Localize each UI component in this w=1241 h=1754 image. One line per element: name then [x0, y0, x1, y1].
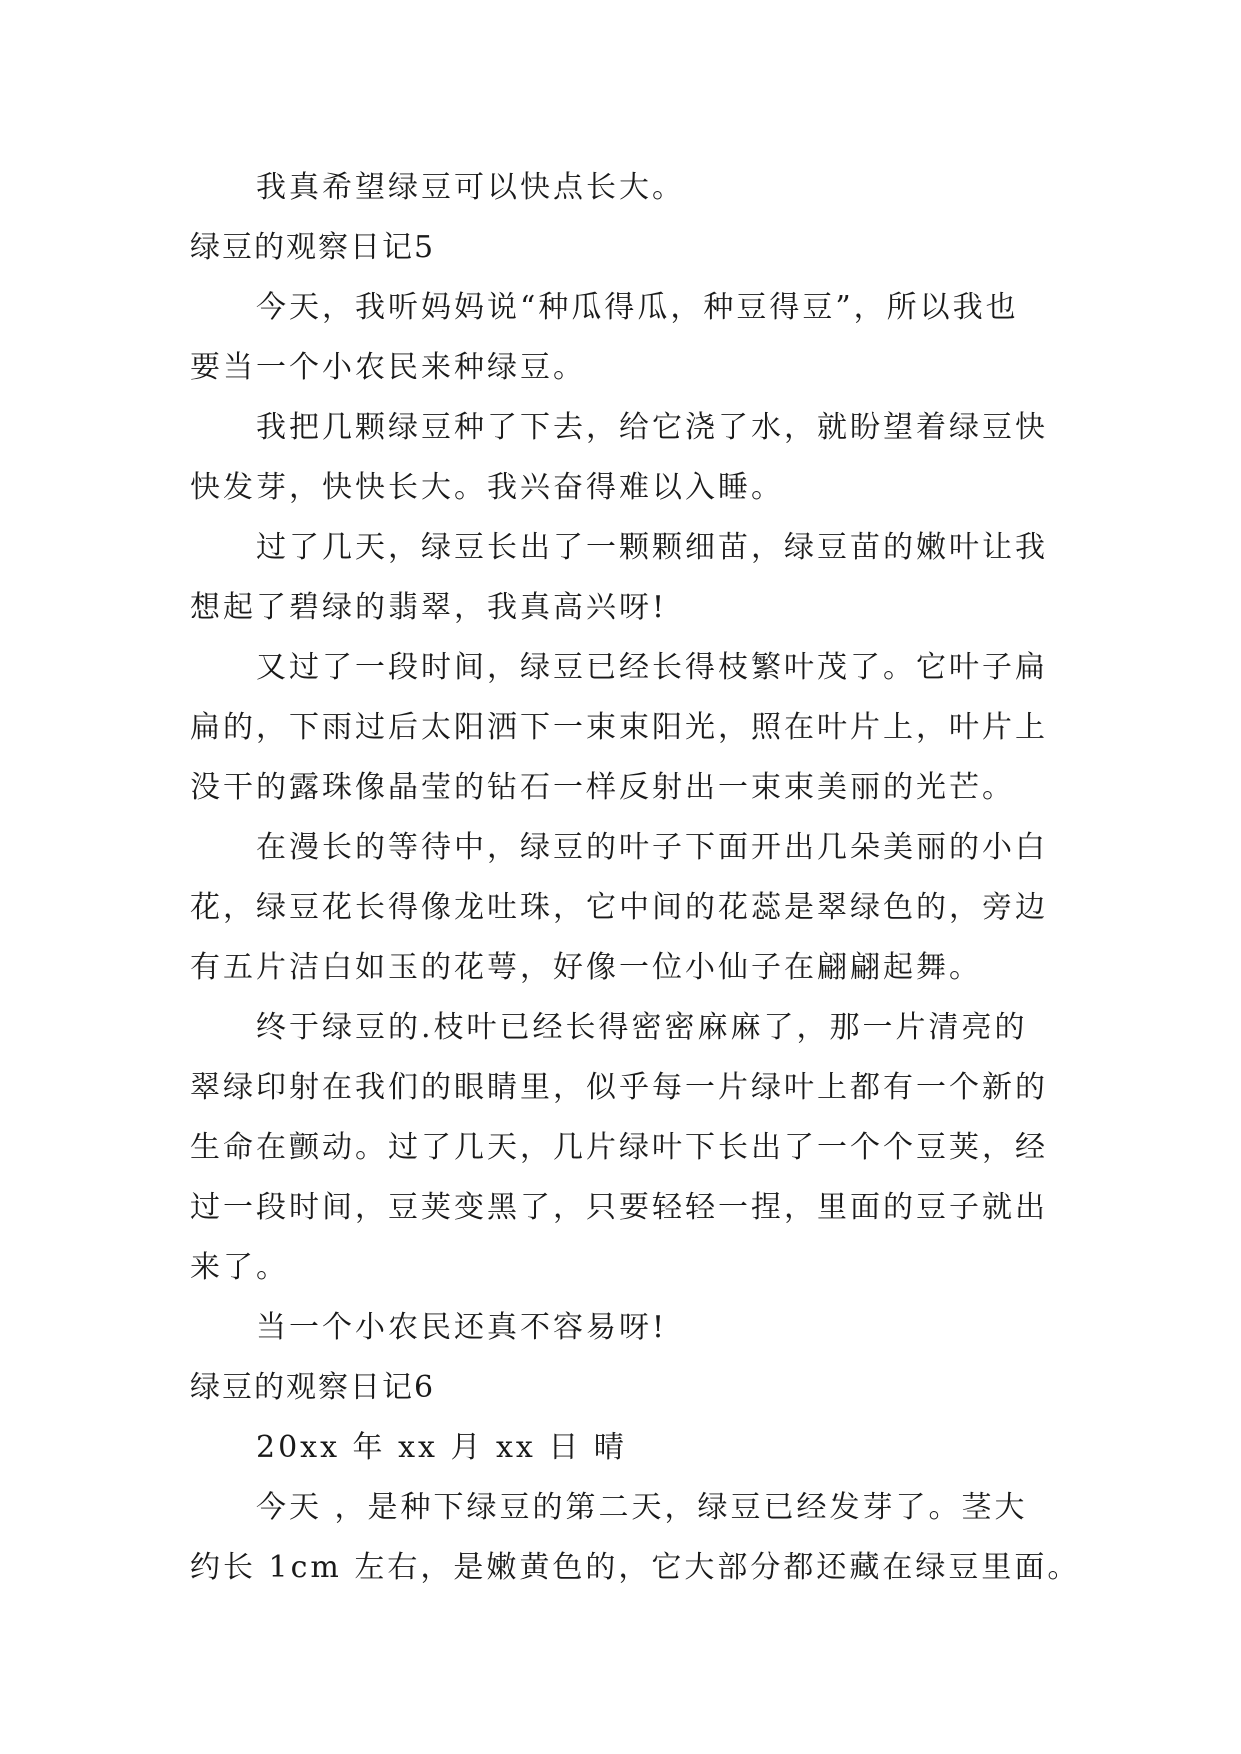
text-line: 来了。	[190, 1250, 289, 1285]
text-line: 没干的露珠像晶莹的钻石一样反射出一束束美丽的光芒。	[190, 770, 1015, 805]
text-line: 今天，我听妈妈说“种瓜得瓜，种豆得豆”，所以我也	[256, 290, 1019, 325]
text-line: 快发芽，快快长大。我兴奋得难以入睡。	[190, 470, 784, 505]
text-line: 当一个小农民还真不容易呀!	[256, 1310, 668, 1345]
document-body	[190, 158, 1081, 1598]
text-line: 过了几天，绿豆长出了一颗颗细苗，绿豆苗的嫩叶让我	[256, 530, 1048, 565]
text-line: 要当一个小农民来种绿豆。	[190, 350, 586, 385]
section-heading: 绿豆的观察日记5	[190, 230, 436, 265]
text-line: 终于绿豆的.枝叶已经长得密密麻麻了，那一片清亮的	[256, 1010, 1028, 1045]
text-line: 过一段时间，豆荚变黑了，只要轻轻一捏，里面的豆子就出	[190, 1190, 1048, 1225]
text-line: 花，绿豆花长得像龙吐珠，它中间的花蕊是翠绿色的，旁边	[190, 890, 1048, 925]
text-line: 想起了碧绿的翡翠，我真高兴呀!	[190, 590, 668, 625]
text-line: 约长 1cm 左右，是嫩黄色的，它大部分都还藏在绿豆里面。	[190, 1550, 1081, 1585]
text-line: 又过了一段时间，绿豆已经长得枝繁叶茂了。它叶子扁	[256, 650, 1048, 685]
section-heading: 绿豆的观察日记6	[190, 1370, 436, 1405]
text-line: 今天 ，是种下绿豆的第二天，绿豆已经发芽了。茎大	[256, 1490, 1028, 1525]
text-line: 我把几颗绿豆种了下去，给它浇了水，就盼望着绿豆快	[256, 410, 1048, 445]
text-line: 我真希望绿豆可以快点长大。	[256, 170, 685, 205]
text-line: 有五片洁白如玉的花萼，好像一位小仙子在翩翩起舞。	[190, 950, 982, 985]
text-line: 扁的，下雨过后太阳洒下一束束阳光，照在叶片上，叶片上	[190, 710, 1048, 745]
text-line: 生命在颤动。过了几天，几片绿叶下长出了一个个豆荚，经	[190, 1130, 1048, 1165]
text-line: 20xx 年 xx 月 xx 日 晴	[256, 1430, 627, 1465]
text-line: 在漫长的等待中，绿豆的叶子下面开出几朵美丽的小白	[256, 830, 1048, 865]
text-line: 翠绿印射在我们的眼睛里，似乎每一片绿叶上都有一个新的	[190, 1070, 1048, 1105]
